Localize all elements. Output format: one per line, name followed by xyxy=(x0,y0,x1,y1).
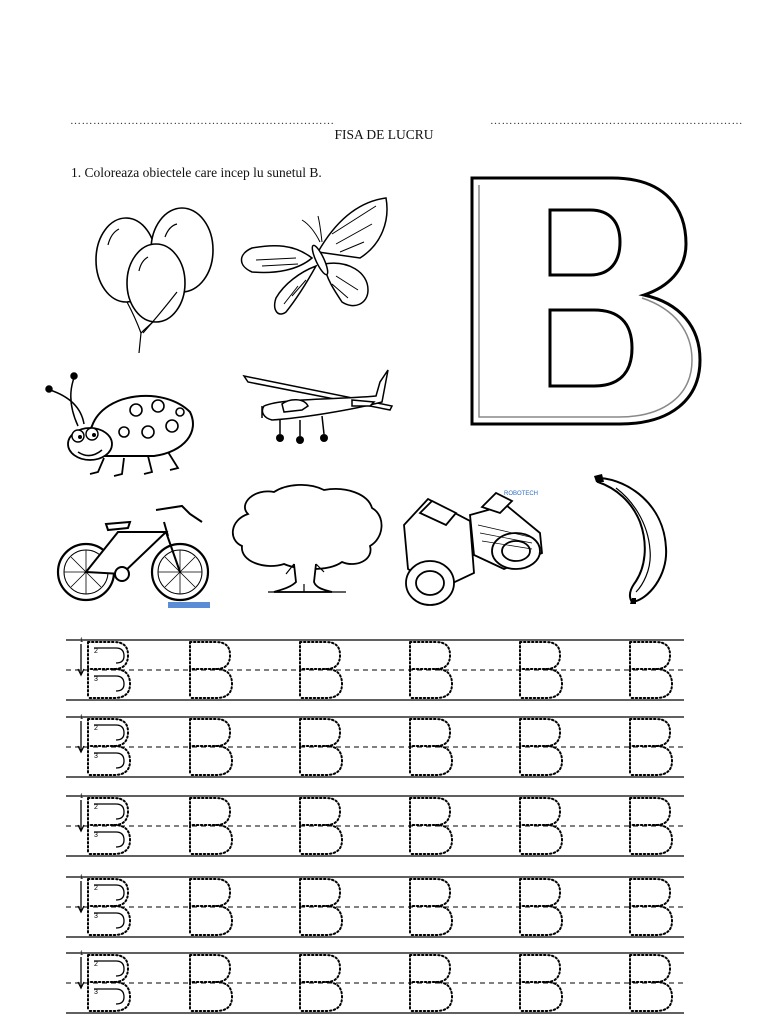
ladybug-icon xyxy=(44,370,200,484)
bicycle-icon xyxy=(56,492,212,610)
tracing-row xyxy=(66,794,684,856)
stroke-arrow-2 xyxy=(94,961,124,976)
stroke-arrow-3 xyxy=(94,989,124,1004)
stroke-arrow-3 xyxy=(94,676,124,691)
stroke-arrow-2 xyxy=(94,648,124,663)
stroke-arrow-2 xyxy=(94,725,124,740)
balloons-icon xyxy=(93,205,219,355)
stroke-number: 1 xyxy=(80,715,84,721)
stroke-number: 1 xyxy=(80,638,84,644)
tree-icon xyxy=(228,484,386,602)
stroke-number: 2 xyxy=(94,885,98,892)
stroke-number: 1 xyxy=(80,794,84,800)
stroke-number: 2 xyxy=(94,648,98,655)
stroke-number: 2 xyxy=(94,804,98,811)
exercise-instruction: 1. Coloreaza obiectele care incep lu sunetul B. xyxy=(71,165,322,180)
stroke-arrow-2 xyxy=(94,804,124,819)
butterfly-icon xyxy=(236,194,392,320)
stroke-number: 3 xyxy=(94,832,98,839)
binoculars-watermark: ROBOTECH xyxy=(504,491,539,497)
tracing-row xyxy=(66,638,684,700)
tracing-section xyxy=(0,630,768,1024)
stroke-number: 3 xyxy=(94,753,98,760)
stroke-number: 1 xyxy=(80,875,84,881)
tracing-row xyxy=(66,951,684,1013)
name-line: …………………………………………………………… xyxy=(70,115,335,127)
airplane-icon xyxy=(242,366,392,446)
tracing-row xyxy=(66,715,684,777)
date-line: ………………………………………………………… xyxy=(490,115,743,127)
stroke-arrow-3 xyxy=(94,753,124,768)
stroke-number: 1 xyxy=(80,951,84,957)
stroke-number: 2 xyxy=(94,725,98,732)
binoculars-icon xyxy=(400,485,546,615)
stroke-number: 3 xyxy=(94,989,98,996)
watermark-logo xyxy=(168,602,210,608)
stroke-arrow-3 xyxy=(94,913,124,928)
stroke-number: 2 xyxy=(94,961,98,968)
stroke-number: 3 xyxy=(94,913,98,920)
big-letter-b xyxy=(462,172,707,427)
tracing-row xyxy=(66,875,684,937)
stroke-arrow-2 xyxy=(94,885,124,900)
page-title: FISA DE LUCRU xyxy=(334,127,434,142)
stroke-number: 3 xyxy=(94,676,98,683)
banana-icon xyxy=(592,470,672,606)
stroke-arrow-3 xyxy=(94,832,124,847)
